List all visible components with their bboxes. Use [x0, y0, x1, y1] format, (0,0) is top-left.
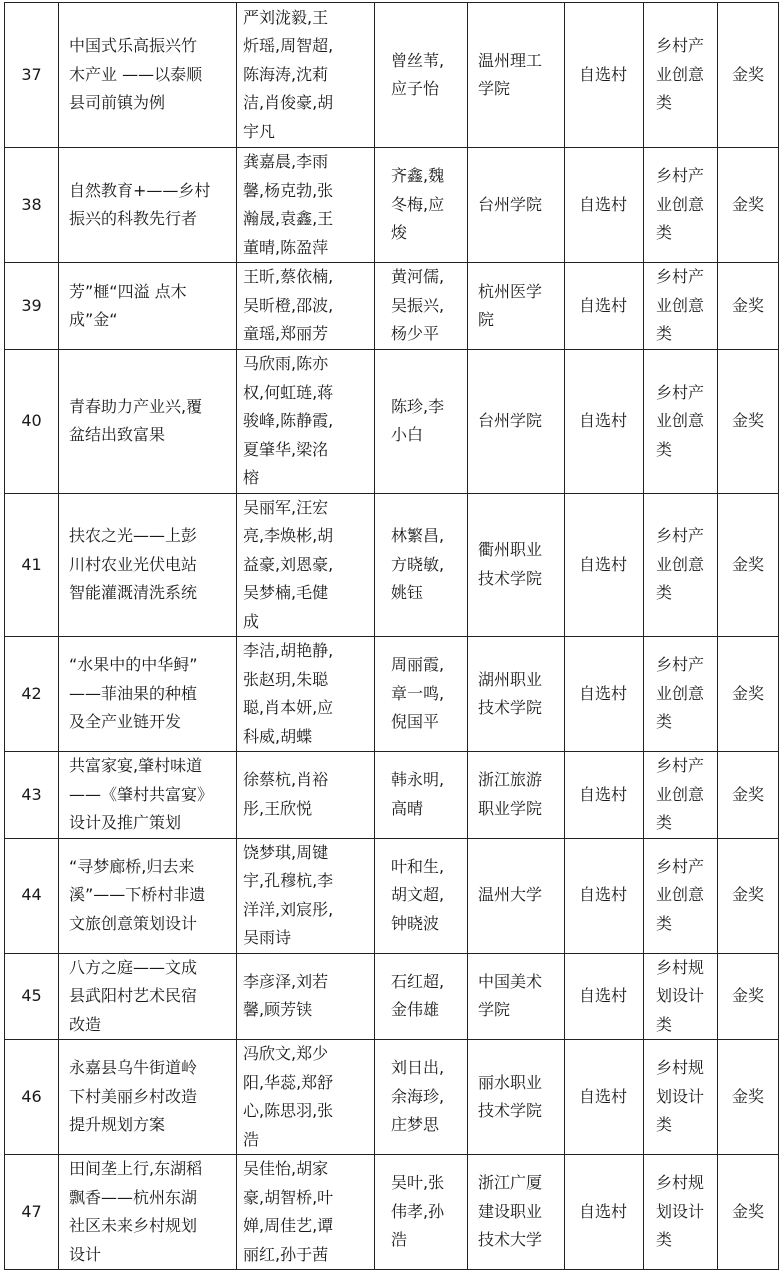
project-title: 田间垄上行,东湖稻 飘香——杭州东湖 社区未来乡村规划 设计	[69, 1159, 203, 1264]
advisors: 石红超, 金伟雄	[391, 971, 445, 1020]
school-name-cell	[468, 1040, 565, 1155]
award-category: 乡村产 业创意 类	[656, 382, 705, 459]
advisors: 齐鑫,魏 冬梅,应 焌	[391, 166, 445, 243]
project-title-cell	[59, 493, 237, 637]
project-title: 芳”榧“四溢 点木 成”金“	[69, 281, 187, 329]
entry-number-cell	[5, 637, 59, 752]
advisors-cell	[375, 263, 468, 350]
entry-number: 46	[21, 1086, 42, 1106]
project-title-cell	[59, 3, 237, 148]
school-name-cell	[468, 637, 565, 752]
village-type: 自选村	[579, 194, 628, 214]
table-row	[5, 953, 779, 1040]
project-title-cell	[59, 350, 237, 494]
entry-number-cell	[5, 1040, 59, 1155]
advisors: 曾丝苇, 应子怡	[391, 50, 445, 98]
school-name: 温州理工 学院	[478, 50, 543, 98]
award-level-cell	[718, 637, 779, 752]
award-category-cell	[644, 953, 718, 1040]
advisors-cell	[375, 148, 468, 263]
project-title-cell	[59, 263, 237, 350]
advisors: 黄河儒, 吴振兴, 杨少平	[391, 267, 445, 344]
table-row	[5, 148, 779, 263]
advisors: 周丽霞, 章一鸣, 倪国平	[391, 655, 445, 732]
team-members: 马欣雨,陈亦 权,何虹琏,蒋 骏峰,陈静霞, 夏肇华,梁洺 榕	[243, 354, 334, 487]
school-name: 丽水职业 技术学院	[478, 1072, 543, 1120]
village-type-cell	[565, 637, 644, 752]
team-members-cell	[237, 838, 375, 953]
village-type: 自选村	[579, 885, 628, 905]
village-type-cell	[565, 838, 644, 953]
award-level: 金奖	[731, 64, 764, 84]
village-type-cell	[565, 148, 644, 263]
table-row	[5, 350, 779, 494]
team-members-cell	[237, 3, 375, 148]
village-type: 自选村	[579, 1086, 628, 1106]
award-level: 金奖	[731, 885, 764, 905]
award-category: 乡村产 业创意 类	[656, 856, 705, 933]
table-row	[5, 752, 779, 839]
award-category-cell	[644, 637, 718, 752]
table-row	[5, 263, 779, 350]
entry-number: 37	[21, 64, 42, 84]
advisors-cell	[375, 838, 468, 953]
advisors-cell	[375, 637, 468, 752]
table-row	[5, 838, 779, 953]
village-type-cell	[565, 1040, 644, 1155]
advisors: 刘日出, 余海珍, 庄梦思	[391, 1058, 445, 1135]
award-level-cell	[718, 148, 779, 263]
entry-number: 45	[21, 986, 42, 1005]
advisors: 吴叶,张 伟孝,孙 浩	[391, 1173, 445, 1250]
entry-number-cell	[5, 350, 59, 494]
village-type: 自选村	[579, 554, 628, 574]
school-name-cell	[468, 953, 565, 1040]
advisors-cell	[375, 493, 468, 637]
entry-number-cell	[5, 1155, 59, 1270]
village-type-cell	[565, 350, 644, 494]
project-title: “水果中的中华鲟” ——菲油果的种植 及全产业链开发	[69, 655, 198, 732]
project-title-cell	[59, 953, 237, 1040]
school-name: 衢州职业 技术学院	[478, 540, 543, 588]
advisors-cell	[375, 1040, 468, 1155]
advisors-cell	[375, 1155, 468, 1270]
entry-number-cell	[5, 838, 59, 953]
advisors-cell	[375, 752, 468, 839]
village-type: 自选村	[579, 784, 628, 804]
project-title: “寻梦廊桥,归去来 溪”——下桥村非遗 文旅创意策划设计	[69, 856, 206, 933]
entry-number: 44	[21, 885, 42, 905]
award-category-cell	[644, 1155, 718, 1270]
entry-number: 47	[21, 1201, 42, 1221]
entry-number: 38	[21, 194, 42, 214]
village-type-cell	[565, 3, 644, 148]
team-members: 严刘泷毅,王 炘瑶,周智超, 陈海涛,沈莉 洁,肖俊豪,胡 宇凡	[243, 7, 334, 141]
entry-number: 43	[21, 784, 42, 804]
award-category: 乡村产 业创意 类	[656, 36, 705, 113]
team-members-cell	[237, 637, 375, 752]
team-members-cell	[237, 953, 375, 1040]
award-level-cell	[718, 838, 779, 953]
school-name: 湖州职业 技术学院	[478, 669, 543, 717]
team-members-cell	[237, 1040, 375, 1155]
team-members-cell	[237, 493, 375, 637]
school-name-cell	[468, 350, 565, 494]
village-type-cell	[565, 752, 644, 839]
team-members-cell	[237, 752, 375, 839]
team-members: 吴佳怡,胡家 豪,胡智桥,叶 婵,周佳艺,谭 丽红,孙于茜	[243, 1159, 334, 1264]
award-level: 金奖	[731, 1201, 764, 1221]
award-category: 乡村规 划设计 类	[656, 1173, 705, 1250]
award-level: 金奖	[731, 554, 764, 574]
award-category: 乡村规 划设计 类	[656, 957, 705, 1034]
award-category: 乡村产 业创意 类	[656, 526, 705, 602]
award-category: 乡村产 业创意 类	[656, 756, 705, 832]
advisors: 叶和生, 胡文超, 钟晓波	[391, 856, 445, 933]
award-level: 金奖	[731, 683, 764, 703]
project-title: 青春助力产业兴,覆 盆结出致富果	[69, 396, 203, 445]
village-type-cell	[565, 953, 644, 1040]
advisors-cell	[375, 350, 468, 494]
award-level: 金奖	[731, 411, 764, 430]
team-members-cell	[237, 148, 375, 263]
team-members: 龚嘉晨,李雨 馨,杨克勃,张 瀚晟,袁鑫,王 董晴,陈盈萍	[243, 152, 334, 257]
school-name: 台州学院	[478, 411, 543, 430]
project-title-cell	[59, 1040, 237, 1155]
entry-number-cell	[5, 953, 59, 1040]
project-title-cell	[59, 148, 237, 263]
award-table	[4, 2, 779, 1270]
advisors-cell	[375, 953, 468, 1040]
team-members-cell	[237, 263, 375, 350]
school-name-cell	[468, 838, 565, 953]
project-title: 永嘉县乌牛街道岭 下村美丽乡村改造 提升规划方案	[69, 1058, 198, 1135]
award-category-cell	[644, 752, 718, 839]
table-row	[5, 493, 779, 637]
table-row	[5, 1155, 779, 1270]
award-category: 乡村规 划设计 类	[656, 1058, 705, 1135]
award-category: 乡村产 业创意 类	[656, 655, 705, 732]
entry-number-cell	[5, 148, 59, 263]
entry-number: 40	[21, 411, 42, 430]
team-members-cell	[237, 1155, 375, 1270]
school-name-cell	[468, 3, 565, 148]
award-level: 金奖	[731, 986, 764, 1005]
award-level-cell	[718, 493, 779, 637]
award-category-cell	[644, 838, 718, 953]
entry-number: 41	[21, 554, 42, 574]
award-level: 金奖	[731, 784, 764, 804]
award-category-cell	[644, 263, 718, 350]
award-category-cell	[644, 1040, 718, 1155]
advisors: 林繁昌, 方晓敏, 姚钰	[391, 526, 445, 602]
village-type: 自选村	[579, 64, 628, 84]
team-members: 徐蔡杭,肖裕 彤,王欣悦	[243, 770, 329, 818]
team-members: 李洁,胡艳静, 张赵玥,朱聪 聪,肖本妍,应 科威,胡蝶	[243, 641, 334, 746]
award-category: 乡村产 业创意 类	[656, 166, 705, 243]
team-members: 吴丽军,汪宏 亮,李焕彬,胡 益豪,刘恩豪, 吴梦楠,毛健 成	[243, 497, 334, 631]
school-name-cell	[468, 493, 565, 637]
advisors-cell	[375, 3, 468, 148]
project-title-cell	[59, 752, 237, 839]
award-category-cell	[644, 350, 718, 494]
village-type: 自选村	[579, 1201, 628, 1221]
project-title-cell	[59, 637, 237, 752]
village-type: 自选村	[579, 683, 628, 703]
school-name: 浙江旅游 职业学院	[478, 770, 543, 818]
village-type: 自选村	[579, 295, 628, 315]
village-type: 自选村	[579, 986, 628, 1005]
school-name-cell	[468, 752, 565, 839]
village-type-cell	[565, 263, 644, 350]
project-title: 中国式乐高振兴竹 木产业 ——以泰顺 县司前镇为例	[69, 36, 203, 113]
award-category-cell	[644, 148, 718, 263]
award-level-cell	[718, 953, 779, 1040]
award-level-cell	[718, 752, 779, 839]
project-title-cell	[59, 1155, 237, 1270]
award-category-cell	[644, 493, 718, 637]
award-category: 乡村产 业创意 类	[656, 267, 705, 344]
award-level-cell	[718, 3, 779, 148]
award-level: 金奖	[731, 1086, 764, 1106]
entry-number-cell	[5, 752, 59, 839]
advisors: 韩永明, 高晴	[391, 770, 445, 818]
team-members: 王昕,蔡依楠, 吴昕橙,邵波, 童瑶,郑丽芳	[243, 267, 334, 344]
team-members: 冯欣文,郑少 阳,华蕊,郑舒 心,陈思羽,张 浩	[243, 1044, 334, 1149]
school-name: 浙江广厦 建设职业 技术大学	[478, 1173, 543, 1250]
school-name-cell	[468, 263, 565, 350]
team-members-cell	[237, 350, 375, 494]
school-name: 温州大学	[478, 885, 543, 905]
entry-number: 42	[21, 683, 42, 703]
award-level-cell	[718, 263, 779, 350]
table-row	[5, 1040, 779, 1155]
village-type-cell	[565, 493, 644, 637]
team-members: 饶梦琪,周键 宇,孔穆杭,李 洋洋,刘宸彤, 吴雨诗	[243, 842, 334, 947]
table-body	[5, 3, 779, 1270]
award-category-cell	[644, 3, 718, 148]
award-level-cell	[718, 1040, 779, 1155]
school-name: 台州学院	[478, 194, 543, 214]
entry-number-cell	[5, 263, 59, 350]
project-title: 八方之庭——文成 县武阳村艺术民宿 改造	[69, 957, 198, 1034]
award-level: 金奖	[731, 295, 764, 315]
project-title: 自然教育+——乡村 振兴的科教先行者	[69, 180, 211, 228]
project-title: 共富家宴,肇村味道 ——《肇村共富宴》 设计及推广策划	[69, 756, 214, 832]
award-level-cell	[718, 350, 779, 494]
award-level: 金奖	[731, 194, 764, 214]
entry-number-cell	[5, 3, 59, 148]
project-title-cell	[59, 838, 237, 953]
project-title: 扶农之光——上彭 川村农业光伏电站 智能灌溉清洗系统	[69, 526, 198, 602]
entry-number: 39	[21, 295, 42, 315]
village-type-cell	[565, 1155, 644, 1270]
school-name-cell	[468, 1155, 565, 1270]
school-name-cell	[468, 148, 565, 263]
table-row	[5, 3, 779, 148]
award-level-cell	[718, 1155, 779, 1270]
team-members: 李彦泽,刘若 馨,顾芳铗	[243, 971, 329, 1020]
village-type: 自选村	[579, 411, 628, 430]
advisors: 陈珍,李 小白	[391, 396, 445, 445]
table-row	[5, 637, 779, 752]
school-name: 中国美术 学院	[478, 971, 543, 1020]
school-name: 杭州医学 院	[478, 281, 543, 329]
entry-number-cell	[5, 493, 59, 637]
